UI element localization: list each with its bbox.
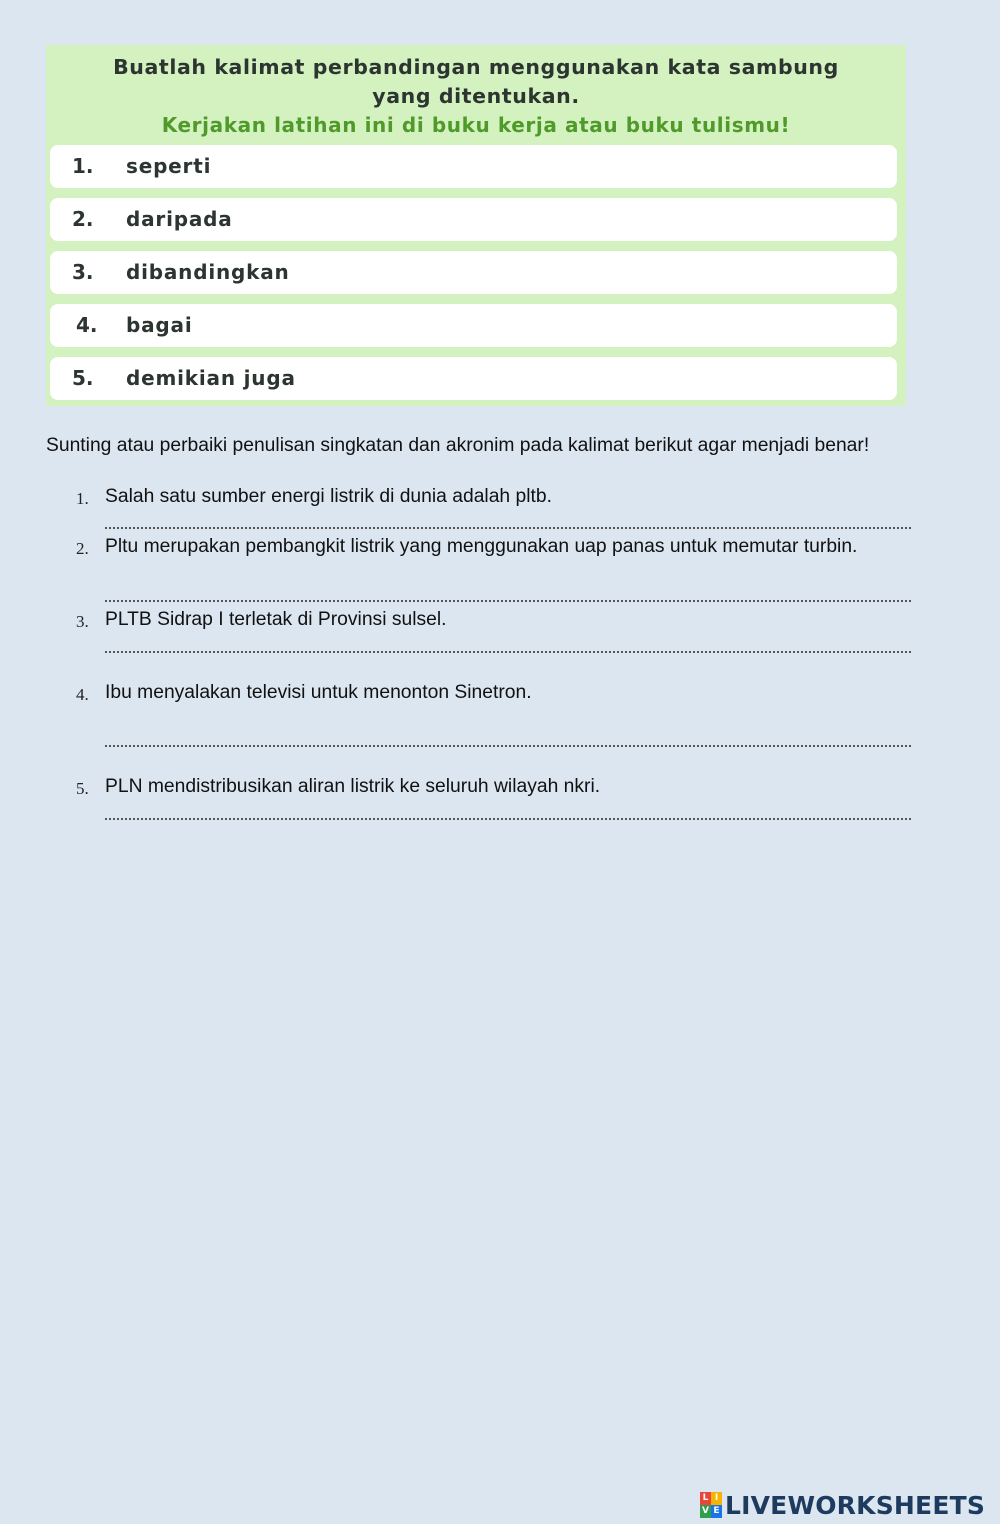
answer-dotted-line (105, 745, 911, 747)
word-option-text: dibandingkan (126, 260, 290, 284)
question-text: PLTB Sidrap I terletak di Provinsi sulsel. (105, 609, 447, 630)
word-bank-title-line-2: yang ditentukan. (372, 84, 580, 108)
liveworksheets-logo-text: LIVEWORKSHEETS (725, 1490, 986, 1520)
answer-field-3[interactable] (105, 627, 911, 653)
word-option-number: 4. (76, 313, 98, 337)
word-option-number: 1. (72, 154, 94, 178)
question-text: Pltu merupakan pembangkit listrik yang menggunakan uap panas untuk memutar turbin. (105, 536, 858, 557)
answer-field-1[interactable] (105, 503, 911, 529)
word-bank-box (46, 45, 906, 406)
word-option-number: 3. (72, 260, 94, 284)
liveworksheets-logo-icon (700, 1492, 722, 1518)
exercise-instruction: Sunting atau perbaiki penulisan singkatan dan akronim pada kalimat berikut agar menjadi benar! (46, 435, 870, 456)
word-option-number: 5. (72, 366, 94, 390)
question-number: 2. (76, 539, 89, 558)
logo-letter: E (711, 1505, 722, 1518)
answer-dotted-line (105, 651, 911, 653)
question-text: Ibu menyalakan televisi untuk menonton Sinetron. (105, 682, 532, 703)
word-option-2 (50, 198, 897, 241)
word-bank-title-line-1: Buatlah kalimat perbandingan menggunakan kata sambung (113, 55, 839, 79)
answer-dotted-line (105, 527, 911, 529)
word-option-4 (50, 304, 897, 347)
question-text: PLN mendistribusikan aliran listrik ke seluruh wilayah nkri. (105, 776, 601, 797)
question-text: Salah satu sumber energi listrik di dunia adalah pltb. (105, 486, 552, 507)
logo-letter: I (711, 1492, 722, 1505)
answer-dotted-line (105, 600, 911, 602)
question-number: 4. (76, 685, 89, 704)
word-option-text: demikian juga (126, 366, 296, 390)
answer-dotted-line (105, 818, 911, 820)
question-number: 5. (76, 779, 89, 798)
word-option-1 (50, 145, 897, 188)
answer-field-2[interactable] (105, 576, 911, 602)
word-bank-title (46, 53, 906, 111)
logo-letter: L (700, 1492, 711, 1505)
answer-field-5[interactable] (105, 794, 911, 820)
question-number: 1. (76, 489, 89, 508)
word-option-text: daripada (126, 207, 233, 231)
logo-letter: V (700, 1505, 711, 1518)
word-bank-subtitle: Kerjakan latihan ini di buku kerja atau buku tulismu! (161, 113, 791, 137)
word-option-text: seperti (126, 154, 212, 178)
question-number: 3. (76, 612, 89, 631)
word-option-5 (50, 357, 897, 400)
answer-field-4[interactable] (105, 721, 911, 747)
word-option-text: bagai (126, 313, 193, 337)
word-option-3 (50, 251, 897, 294)
liveworksheets-logo[interactable] (700, 1489, 985, 1521)
word-option-number: 2. (72, 207, 94, 231)
